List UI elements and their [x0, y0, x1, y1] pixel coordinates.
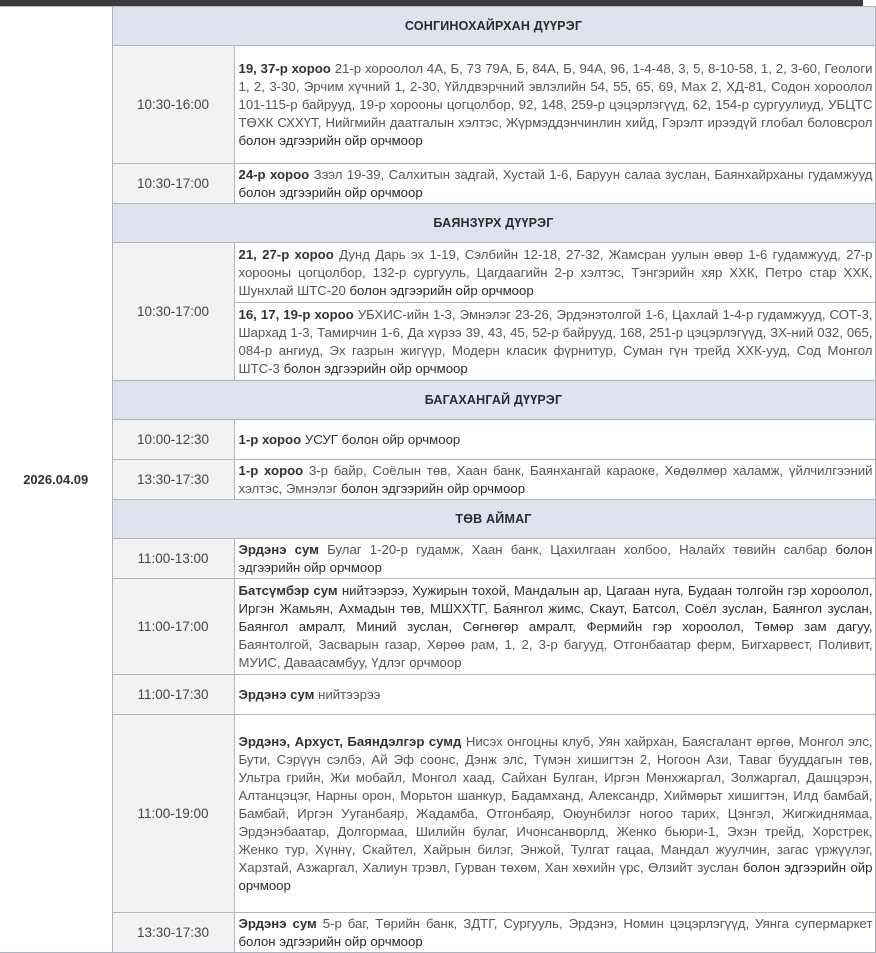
table-row	[0, 46, 875, 164]
location-list: УБХИС-ийн 1-3, Эмнэлэг 23-26, Эрдэнэтолгой 1-6, Цахлай 1-4-р гудамжууд, СОТ-3, Шархад 1-3, Тамирчин 1-6, Да хүрээ 39, 43, 45, 52-р байрууд, 168, 251-р цэцэрлэгүүд, ЗХ-ний 032, 065, 084-р ангиуд, Эх газрын жигүүр, Модерн класик фүрнитур, Суман гүн трейд ХХК-ууд, Сод Монгол ШТС-3	[238, 307, 873, 376]
table-row	[0, 164, 875, 204]
area-name: 19, 37-р хороо	[238, 61, 331, 76]
location-list: Булаг 1-20-р гудамж, Хаан банк, Цахилгаан холбоо, Налайх төвийн салбар	[318, 542, 828, 557]
time-cell: 11:00-17:00	[112, 579, 234, 675]
district-row	[0, 381, 875, 420]
location-cell	[234, 715, 875, 913]
location-cell	[234, 303, 875, 381]
location-cell	[234, 539, 875, 579]
area-name: Эрдэнэ, Архуст, Баяндэлгэр сумд	[238, 734, 462, 749]
location-tail: болон эдгээрийн ойр орчмоор	[238, 542, 873, 575]
table-row	[0, 243, 875, 303]
table-row	[0, 715, 875, 913]
location-tail: болон эдгээрийн ойр орчмоор	[345, 283, 534, 298]
location-cell	[234, 675, 875, 715]
district-header: СОНГИНОХАЙРХАН ДҮҮРЭГ	[112, 7, 875, 46]
area-name: Батсүмбэр сум	[238, 583, 338, 598]
time-cell: 11:00-17:30	[112, 675, 234, 715]
table-row	[0, 460, 875, 500]
area-name: Эрдэнэ сум	[238, 542, 319, 557]
location-list: Дунд Дарь эх 1-19, Сэлбийн 12-18, 27-32, Жамсран уулын өвөр 1-6 гудамжууд, 27-р хорооны цогцолбор, 132-р сургууль, Цагдаагийн 2-р хэлтэс, Тэнгэрийн хяр ХХК, Петро стар ХХК, Шунхлай ШТС-20	[238, 247, 873, 298]
location-tail: болон эдгээрийн ойр орчмоор	[238, 860, 873, 893]
table-row	[0, 579, 875, 675]
location-list: нийтээрээ	[314, 686, 381, 702]
table-row	[0, 539, 875, 579]
location-cell	[234, 460, 875, 500]
district-header: БАГАХАНГАЙ ДҮҮРЭГ	[112, 381, 875, 420]
district-row	[0, 7, 875, 46]
table-row	[0, 675, 875, 715]
location-list: Зээл 19-39, Салхитын задгай, Хустай 1-6, Баруун салаа зуслан, Баянхайрханы гудамжууд	[309, 167, 873, 182]
location-tail: болон эдгээрийн ойр орчмоор	[337, 481, 526, 496]
location-tail: болон эдгээрийн ойр орчмоор	[238, 934, 423, 949]
location-cell	[234, 579, 875, 675]
location-list: Нисэх онгоцны клуб, Уян хайрхан, Баясгалант өргөө, Монгол элс, Бути, Сэрүүн сэлбэ, Ай Эф соонс, Дэнж элс, Түмэн хишигтэн 2, Ногоон Ази, Таваг бууддагын төв, Ультра грийн, Жи мобайл, Монгол хаад, Сайхан Булган, Иргэн Мөнхжаргал, Золжаргал, Дашцэрэн, Алтанцэцэг, Нарны орон, Морьтон шанкур, Бадамханд, Александр, Хиймөрьт хишигтэн, Илд бамбай, Бамбай, Иргэн Ууганбаяр, Жадамба, Отгонбаяр, Оюунбилэг ногоо тарих, Цэнгэл, Жигжиднямаа, Эрдэнэбаатар, Долгормаа, Шилийн булаг, Ичонсанворлд, Женко бьюри-1, Эхэн трейд, Хорстрек, Женко тур, Хүннү, Скайтел, Хайрын билэг, Энжой, Тулгат гацаа, Мандал жуулчин, загас үржүүлэг, Харзтай, Азжаргал, Халиун трэвл, Гурван төхөм, Хан хөхийн үрс, Өлзийт зуслан	[238, 734, 873, 875]
location-tail: болон эдгээрийн ойр орчмоор	[238, 133, 423, 148]
time-cell: 13:30-17:30	[112, 460, 234, 500]
date-cell: 2026.04.09	[0, 7, 112, 953]
time-cell: 10:30-17:00	[112, 243, 234, 381]
location-list: нийтээрээ, Хужирын тохой, Мандалын ар, Цагаан нуга, Будаан толгойн гэр хороолол, Иргэн Жамьян, Ахмадын төв, МШХХТГ, Баянгол жимс, Скаут, Батсол, Соёл зуслан, Баянгол зуслан, Баянгол амралт, Миний зуслан, Сөгнөгөр амралт, Фермийн гэр хороолол, Төмөр зам дагуу,	[238, 583, 873, 634]
time-cell: 10:30-17:00	[112, 164, 234, 204]
location-list: 5-р баг, Төрийн банк, ЗДТГ, Сургууль, Эрдэнэ, Номин цэцэрлэгүүд, Уянга супермаркет	[316, 916, 873, 931]
area-name: 1-р хороо	[238, 431, 302, 447]
area-name: 21, 27-р хороо	[238, 247, 334, 262]
area-name: Эрдэнэ сум	[238, 916, 317, 931]
location-list: УСУГ болон ойр орчмоор	[301, 431, 461, 447]
location-list: 3-р байр, Соёлын төв, Хаан банк, Баянхангай караоке, Хөдөлмөр халамж, үйлчилгээний хэлтэс, Эмнэлэг	[238, 463, 873, 496]
location-tail: болон эдгээрийн ойр орчмоор	[279, 361, 468, 376]
time-cell: 13:30-17:30	[112, 913, 234, 953]
district-row	[0, 500, 875, 539]
time-cell: 10:00-12:30	[112, 420, 234, 460]
district-header: БАЯНЗҮРХ ДҮҮРЭГ	[112, 204, 875, 243]
table-row	[0, 420, 875, 460]
time-cell: 10:30-16:00	[112, 46, 234, 164]
district-row	[0, 204, 875, 243]
location-cell	[234, 420, 875, 460]
location-cell	[234, 46, 875, 164]
location-cell	[234, 243, 875, 303]
location-tail: болон эдгээрийн ойр орчмоор	[238, 185, 423, 200]
schedule-container	[0, 6, 873, 949]
table-row	[0, 913, 875, 953]
location-list-continued: Баянтолгой, Засварын газар, Хөрөө рам, 1, 2, 3-р багууд, Отгонбаатар ферм, Бигхарвест, Поливит, МУИС, Даваасамбуу, Үдлэг орчмоор	[238, 637, 873, 670]
time-cell: 11:00-19:00	[112, 715, 234, 913]
location-list: 21-р хороолол 4А, Б, 73 79А, Б, 84А, Б, 94А, 96, 1-4-48, 3, 5, 8-10-58, 1, 2, 3-60, Геологи 1, 2, 3-30, Эрчим хүчний 1, 2-30, Үйлдвэрчний эвлэлийн 54, 55, 65, 69, Мах 2, ХД-81, Содон хороолол 101-115-р байрууд, 19-р хорооны цогцолбор, 92, 148, 259-р цэцэрлэгүүд, 62, 154-р сургуулиуд, УБЦТС ТӨХК СХХҮТ, Нийгмийн даатгалын хэлтэс, Жүрмэддэнчинлин хийд, Гэрэлт ирээдүй глобал боловсрол	[238, 61, 873, 130]
area-name: 16, 17, 19-р хороо	[238, 307, 354, 322]
location-cell	[234, 913, 875, 953]
outage-schedule-table	[0, 6, 876, 953]
time-cell: 11:00-13:00	[112, 539, 234, 579]
location-cell	[234, 164, 875, 204]
area-name: 24-р хороо	[238, 167, 310, 182]
district-header: ТӨВ АЙМАГ	[112, 500, 875, 539]
area-name: Эрдэнэ сум	[238, 686, 315, 702]
area-name: 1-р хороо	[238, 463, 304, 478]
